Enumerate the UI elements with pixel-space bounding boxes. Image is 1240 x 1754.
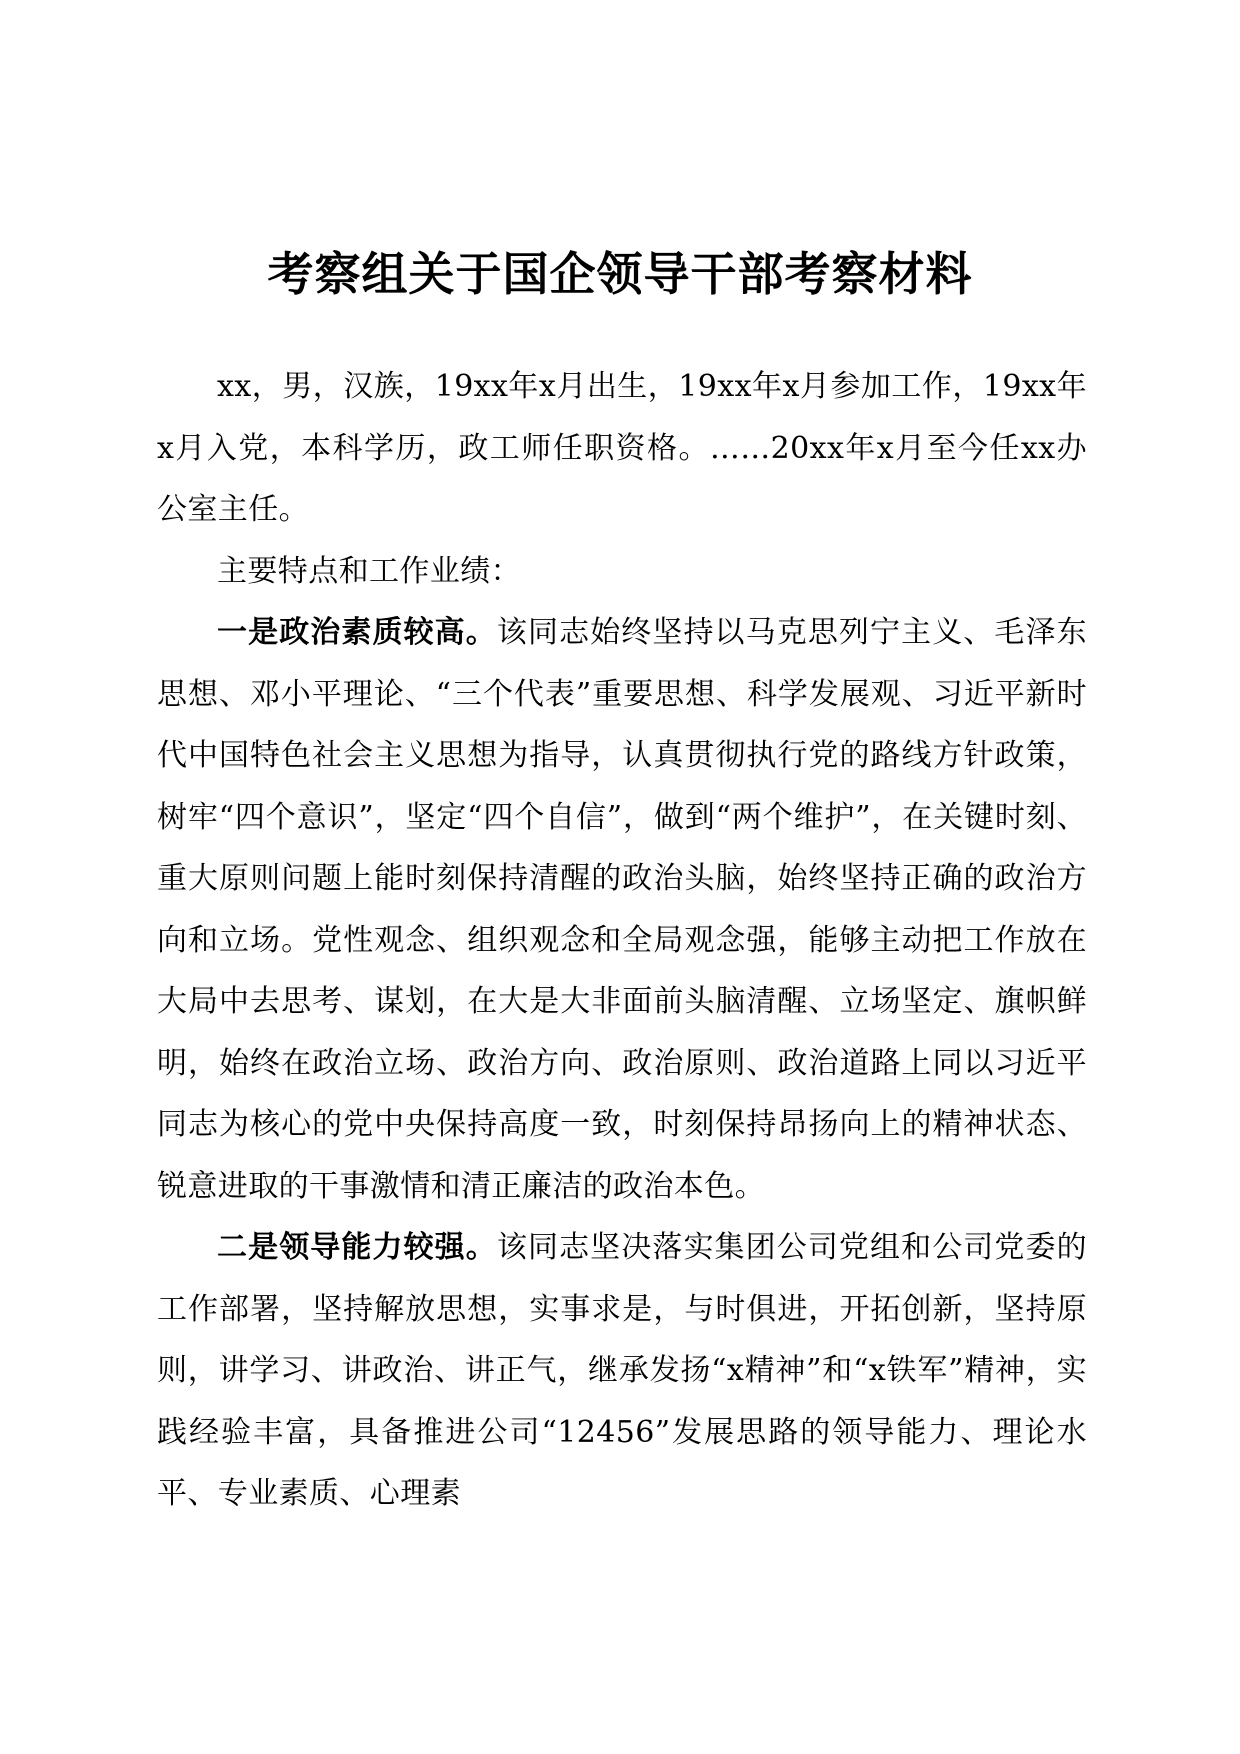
point-lead-2: 二是领导能力较强。 xyxy=(217,1230,497,1265)
intro-paragraph: xx，男，汉族，19xx年x月出生，19xx年x月参加工作，19xx年x月入党，本科学历，政工师任职资格。……20xx年x月至今任xx办公室主任。 xyxy=(157,369,1087,527)
document-body xyxy=(157,356,1087,1525)
point-text-2: 该同志坚决落实集团公司党组和公司党委的工作部署，坚持解放思想，实事求是，与时俱进，开拓创新，坚持原则，讲学习、讲政治、讲正气，继承发扬“x精神”和“x铁军”精神，实践经验丰富，具备推进公司“12456”发展思路的领导能力、理论水平、专业素质、心理素 xyxy=(157,1230,1087,1511)
section-heading: 主要特点和工作业绩： xyxy=(217,553,521,589)
document-title: 考察组关于国企领导干部考察材料 xyxy=(267,247,973,301)
point-paragraph-1 xyxy=(157,602,1087,1217)
point-text-1: 该同志始终坚持以马克思列宁主义、毛泽东思想、邓小平理论、“三个代表”重要思想、科学发展观、习近平新时代中国特色社会主义思想为指导，认真贯彻执行党的路线方针政策，树牢“四个意识”，坚定“四个自信”，做到“两个维护”，在关键时刻、重大原则问题上能时刻保持清醒的政治头脑，始终坚持正确的政治方向和立场。党性观念、组织观念和全局观念强，能够主动把工作放在大局中去思考、谋划，在大是大非面前头脑清醒、立场坚定、旗帜鲜明，始终在政治立场、政治方向、政治原则、政治道路上同以习近平同志为核心的党中央保持高度一致，时刻保持昂扬向上的精神状态、锐意进取的干事激情和清正廉洁的政治本色。 xyxy=(157,615,1087,1204)
point-lead-1: 一是政治素质较高。 xyxy=(217,615,497,650)
point-paragraph-2 xyxy=(157,1217,1087,1525)
